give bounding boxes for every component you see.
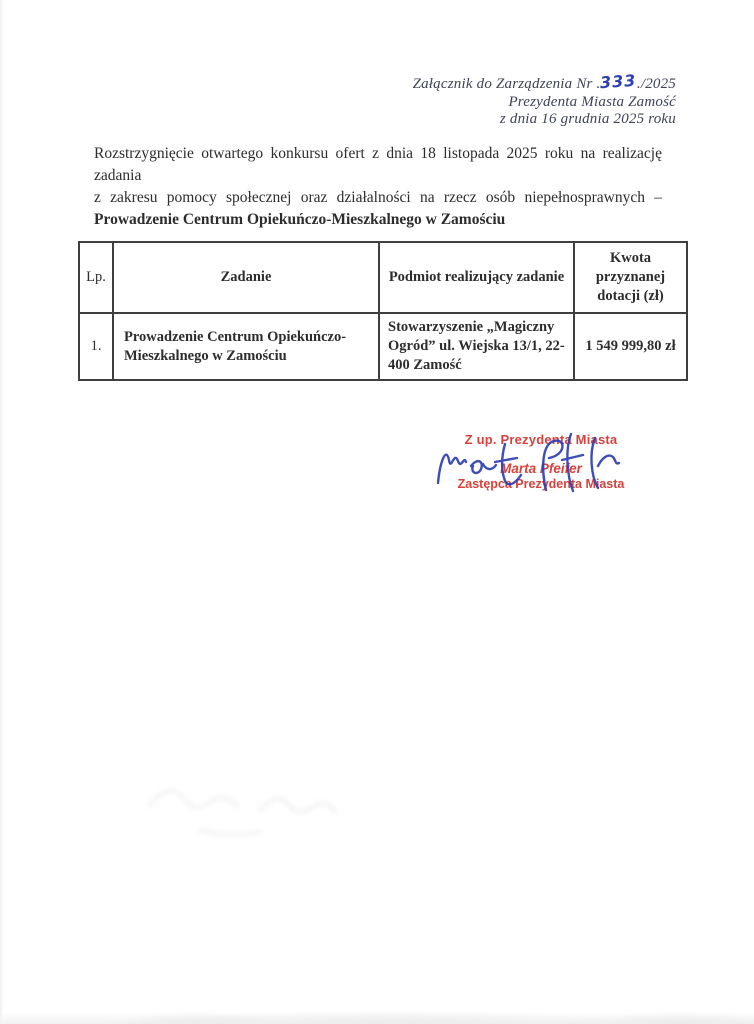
handwritten-ordinance-number: 333 bbox=[599, 70, 638, 93]
column-header-entity: Podmiot realizujący zadanie bbox=[379, 242, 574, 313]
left-scan-artifact bbox=[0, 0, 4, 1024]
ink-bleed-smudge bbox=[140, 760, 440, 850]
column-header-lp: Lp. bbox=[79, 242, 113, 313]
cell-lp: 1. bbox=[79, 313, 113, 380]
ordinance-header-line1-prefix: Załącznik do Zarządzenia Nr . bbox=[412, 76, 601, 92]
ordinance-header-line1 bbox=[412, 70, 676, 94]
stamp-name: Marta Pfeifer bbox=[500, 461, 582, 476]
table-row bbox=[79, 313, 687, 380]
column-header-task: Zadanie bbox=[113, 242, 379, 313]
resolution-paragraph bbox=[94, 143, 662, 231]
table-header-row bbox=[79, 242, 687, 313]
column-header-amount: Kwota przyznanej dotacji (zł) bbox=[574, 242, 687, 313]
cell-entity: Stowarzyszenie „Magiczny Ogród” ul. Wiejska 13/1, 22-400 Zamość bbox=[379, 313, 574, 380]
resolution-paragraph-line1: Rozstrzygnięcie otwartego konkursu ofert z dnia 18 listopada 2025 roku na realizację zadania bbox=[94, 145, 662, 184]
ordinance-header-line2: Prezydenta Miasta Zamość bbox=[508, 93, 676, 110]
resolution-paragraph-line2: z zakresu pomocy społecznej oraz działalności na rzecz osób niepełnosprawnych – bbox=[94, 189, 662, 206]
cell-amount: 1 549 999,80 zł bbox=[574, 313, 687, 380]
stamp-authority-line: Z up. Prezydenta Miasta bbox=[464, 432, 618, 447]
bottom-scan-artifact bbox=[0, 1012, 754, 1024]
signature-scribble bbox=[433, 427, 638, 499]
resolution-paragraph-title: Prowadzenie Centrum Opiekuńczo-Mieszkalnego w Zamościu bbox=[94, 211, 506, 228]
cell-task: Prowadzenie Centrum Opiekuńczo-Mieszkalnego w Zamościu bbox=[113, 313, 379, 380]
ordinance-header-line3: z dnia 16 grudnia 2025 roku bbox=[499, 111, 676, 127]
grant-results-table bbox=[78, 241, 688, 381]
stamp-title: Zastępca Prezydenta Miasta bbox=[457, 477, 625, 491]
ordinance-header bbox=[412, 70, 676, 129]
ordinance-header-line1-suffix: ./2025 bbox=[636, 76, 676, 92]
